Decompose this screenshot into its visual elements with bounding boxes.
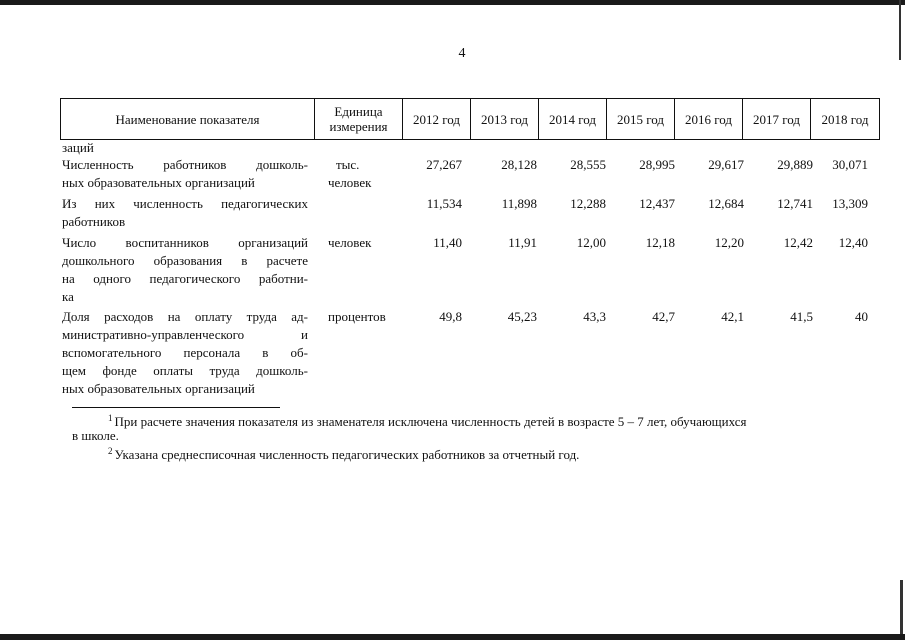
row-4-value-2: 43,3 [583,309,606,324]
row-2-indicator-line-1: работников [62,214,126,229]
header-unit-line1: Единица [334,104,383,119]
row-3-indicator-line-0: Число воспитанников организаций [62,235,308,250]
row-1-value-6: 30,071 [832,157,868,172]
row-1-value-0: 27,267 [426,157,462,172]
header-unit [315,99,403,139]
footnote-separator [72,407,280,408]
header-year-2012: 2012 год [403,99,471,139]
row-2-value-0: 11,534 [426,196,462,211]
row-4-indicator-line-4: ных образовательных организаций [62,381,255,396]
header-unit-line2: измерения [329,119,388,134]
row-4-indicator-line-2: вспомогательного персонала в об- [62,345,308,360]
row-2-value-1: 11,898 [501,196,537,211]
row-2-value-6: 13,309 [832,196,868,211]
scan-edge-bottom [0,634,905,640]
footnote-2-text: Указана среднесписочная численность педагогических работников за отчетный год. [114,447,580,462]
footnote-2-mark: 2 [108,446,113,456]
row-3-value-6: 12,40 [838,235,868,250]
row-3-unit-line-0: человек [328,235,372,250]
header-year-2015: 2015 год [607,99,675,139]
footnote-1-line1 [108,411,747,429]
row-3-value-1: 11,91 [508,235,537,250]
row-3-value-4: 12,20 [714,235,744,250]
row-4-value-3: 42,7 [652,309,675,324]
row-4-unit-line-0: процентов [328,309,386,324]
footnote-1-mark: 1 [108,413,113,423]
footnote-2-line1 [108,444,579,462]
row-3-indicator-line-2: на одного педагогического работни- [62,271,308,286]
row-2-value-5: 12,741 [777,196,813,211]
page-number: 4 [458,46,466,61]
row-3-value-2: 12,00 [576,235,606,250]
header-year-2018: 2018 год [821,111,869,127]
row-3-value-3: 12,18 [645,235,675,250]
row-4-value-4: 42,1 [721,309,744,324]
row-3-indicator-line-1: дошкольного образования в расчете [62,253,308,268]
row-3-value-0: 11,40 [433,235,462,250]
row-2-value-3: 12,437 [639,196,675,211]
scan-edge-right [899,0,901,60]
row-3-indicator-line-3: ка [62,289,74,304]
row-1-value-3: 28,995 [639,157,675,172]
row-2-value-2: 12,288 [570,196,606,211]
row-4-indicator-line-3: щем фонде оплаты труда дошколь- [62,363,308,378]
row-1-unit-line-1: человек [328,175,372,190]
header-year-2014: 2014 год [539,99,607,139]
row-4-value-0: 49,8 [439,309,462,324]
header-year-2017: 2017 год [743,99,811,139]
row-4-indicator-line-1: министративно-управленческого и [62,327,308,342]
row-2-indicator-line-0: Из них численность педагогических [62,196,308,211]
scan-edge-top [0,0,905,5]
row-1-indicator-line-1: ных образовательных организаций [62,175,255,190]
row-1-value-1: 28,128 [501,157,537,172]
footnote-1-text: При расчете значения показателя из знаменателя исключена численность детей в возрасте 5 – 7 лет, обучающихся [114,414,747,429]
row-1-value-2: 28,555 [570,157,606,172]
row-4-value-5: 41,5 [790,309,813,324]
row-1-indicator-line-0: Численность работников дошколь- [62,157,308,172]
footnote-1-line2: в школе. [72,428,119,443]
header-year-2016: 2016 год [675,99,743,139]
row-1-unit-line-0: тыс. [336,157,360,172]
table-header [60,98,880,140]
row-3-value-5: 12,42 [783,235,813,250]
row-1-value-4: 29,617 [708,157,744,172]
scan-edge-right-lower [900,580,903,636]
row-4-value-6: 40 [855,309,868,324]
row-1-value-5: 29,889 [777,157,813,172]
row-0-indicator-line-0: заций [62,140,94,155]
header-year-2013: 2013 год [471,99,539,139]
row-4-value-1: 45,23 [507,309,537,324]
header-indicator: Наименование показателя [61,99,315,139]
row-4-indicator-line-0: Доля расходов на оплату труда ад- [62,309,308,324]
row-2-value-4: 12,684 [708,196,744,211]
